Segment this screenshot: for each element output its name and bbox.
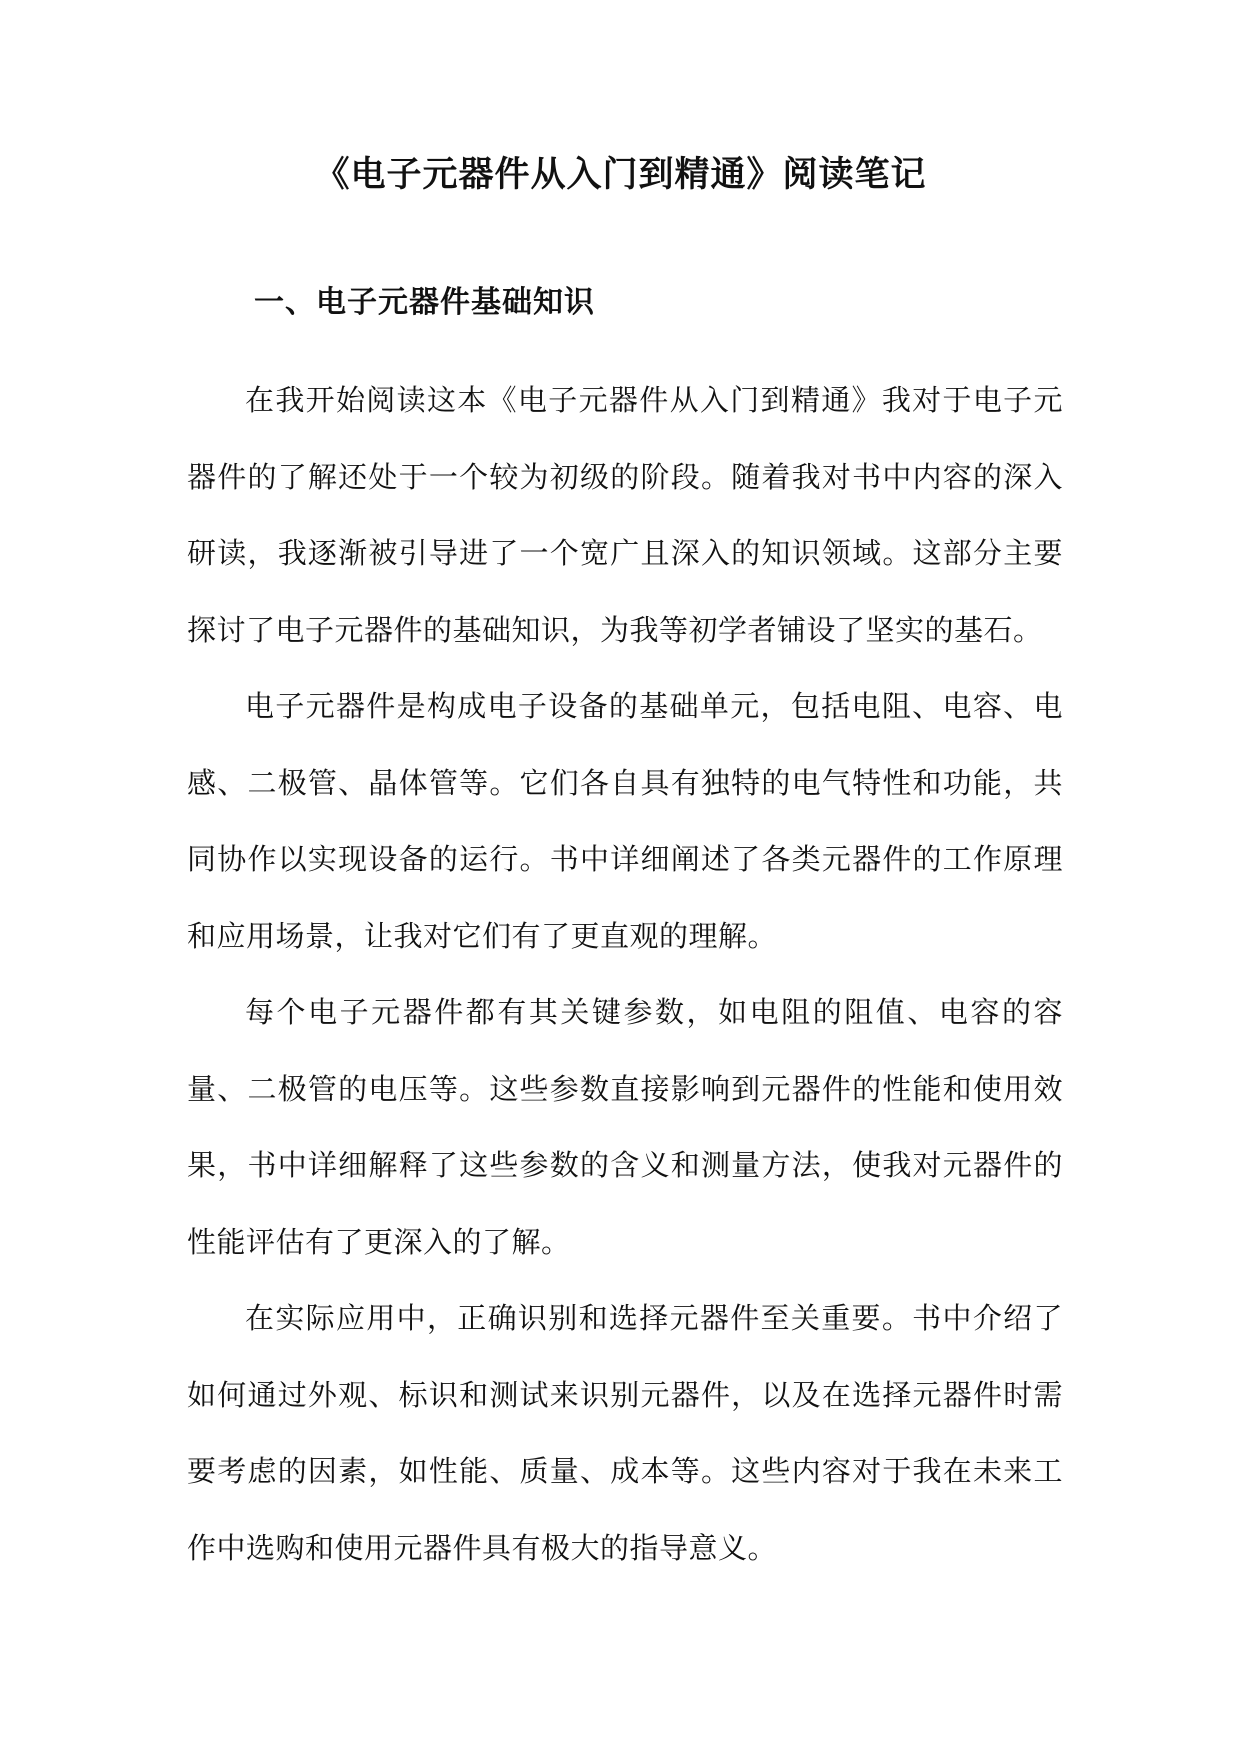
- paragraph-2: 电子元器件是构成电子设备的基础单元，包括电阻、电容、电感、二极管、晶体管等。它们各自具有独特的电气特性和功能，共同协作以实现设备的运行。书中详细阐述了各类元器件的工作原理和应用场景，让我对它们有了更直观的理解。: [187, 689, 1063, 953]
- paragraph-1: 在我开始阅读这本《电子元器件从入门到精通》我对于电子元器件的了解还处于一个较为初级的阶段。随着我对书中内容的深入研读，我逐渐被引导进了一个宽广且深入的知识领域。这部分主要探讨了电子元器件的基础知识，为我等初学者铺设了坚实的基石。: [187, 383, 1063, 647]
- section-heading: 一、电子元器件基础知识: [254, 285, 595, 320]
- body-text: [187, 362, 1063, 1586]
- document-title: 《电子元器件从入门到精通》阅读笔记: [314, 155, 927, 195]
- paragraph-3: 每个电子元器件都有其关键参数，如电阻的阻值、电容的容量、二极管的电压等。这些参数直接影响到元器件的性能和使用效果，书中详细解释了这些参数的含义和测量方法，使我对元器件的性能评估有了更深入的了解。: [187, 995, 1063, 1259]
- paragraph-4: 在实际应用中，正确识别和选择元器件至关重要。书中介绍了如何通过外观、标识和测试来识别元器件，以及在选择元器件时需要考虑的因素，如性能、质量、成本等。这些内容对于我在未来工作中选购和使用元器件具有极大的指导意义。: [187, 1301, 1063, 1565]
